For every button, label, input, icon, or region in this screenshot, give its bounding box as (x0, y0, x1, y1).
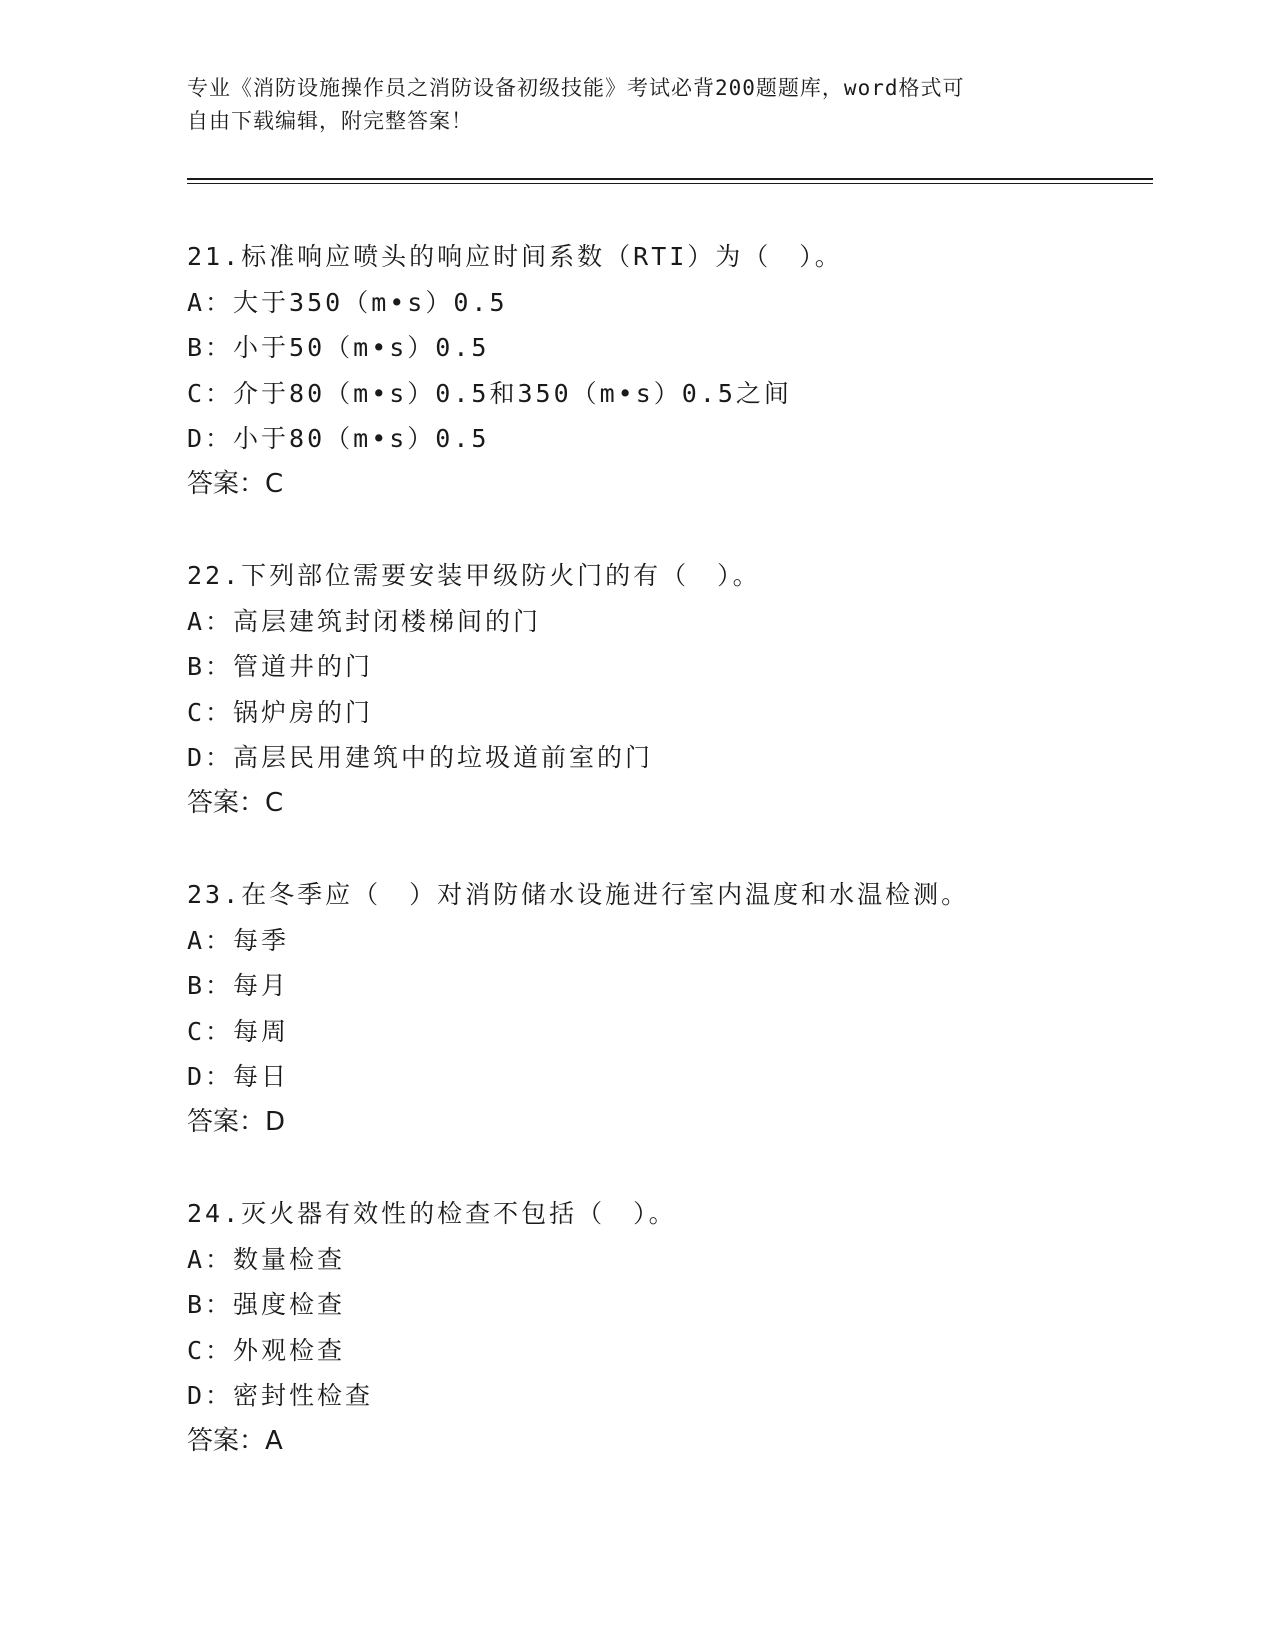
header-title-line-1: 专业《消防设施操作员之消防设备初级技能》考试必背200题题库，word格式可 (187, 76, 965, 100)
option-a: A：高层建筑封闭楼梯间的门 (187, 606, 542, 636)
header-divider-thick (187, 178, 1153, 180)
option-b: B：小于50（m•s）0.5 (187, 333, 490, 362)
question-21 (187, 234, 1147, 507)
option-a: A：大于350（m•s）0.5 (187, 287, 508, 317)
option-b: B：强度检查 (187, 1290, 346, 1319)
option-c: C：每周 (187, 1016, 290, 1046)
question-24 (187, 1191, 1147, 1464)
option-c: C：锅炉房的门 (187, 697, 374, 727)
header-title-line-2: 自由下载编辑，附完整答案！ (187, 109, 473, 133)
question-stem: 23.在冬季应（ ）对消防储水设施进行室内温度和水温检测。 (187, 880, 970, 909)
option-c: C：外观检查 (187, 1335, 346, 1365)
option-d: D：每日 (187, 1062, 290, 1091)
answer-line: 答案：C (187, 468, 284, 499)
option-b: B：管道井的门 (187, 652, 374, 681)
question-stem: 21.标准响应喷头的响应时间系数（RTI）为（ ）。 (187, 242, 843, 271)
option-d: D：高层民用建筑中的垃圾道前室的门 (187, 743, 654, 772)
header-divider-thin (187, 183, 1153, 184)
answer-line: 答案：A (187, 1425, 283, 1456)
option-c: C：介于80（m•s）0.5和350（m•s）0.5之间 (187, 378, 792, 408)
option-a: A：每季 (187, 925, 290, 955)
option-d: D：小于80（m•s）0.5 (187, 424, 490, 453)
option-a: A：数量检查 (187, 1244, 346, 1274)
answer-line: 答案：D (187, 1106, 286, 1137)
question-23 (187, 872, 1147, 1145)
question-stem: 24.灭火器有效性的检查不包括（ ）。 (187, 1199, 677, 1228)
document-header (187, 72, 1087, 138)
option-d: D：密封性检查 (187, 1381, 374, 1410)
question-22 (187, 553, 1147, 826)
answer-line: 答案：C (187, 787, 284, 818)
option-b: B：每月 (187, 971, 290, 1000)
question-stem: 22.下列部位需要安装甲级防火门的有（ ）。 (187, 561, 761, 590)
